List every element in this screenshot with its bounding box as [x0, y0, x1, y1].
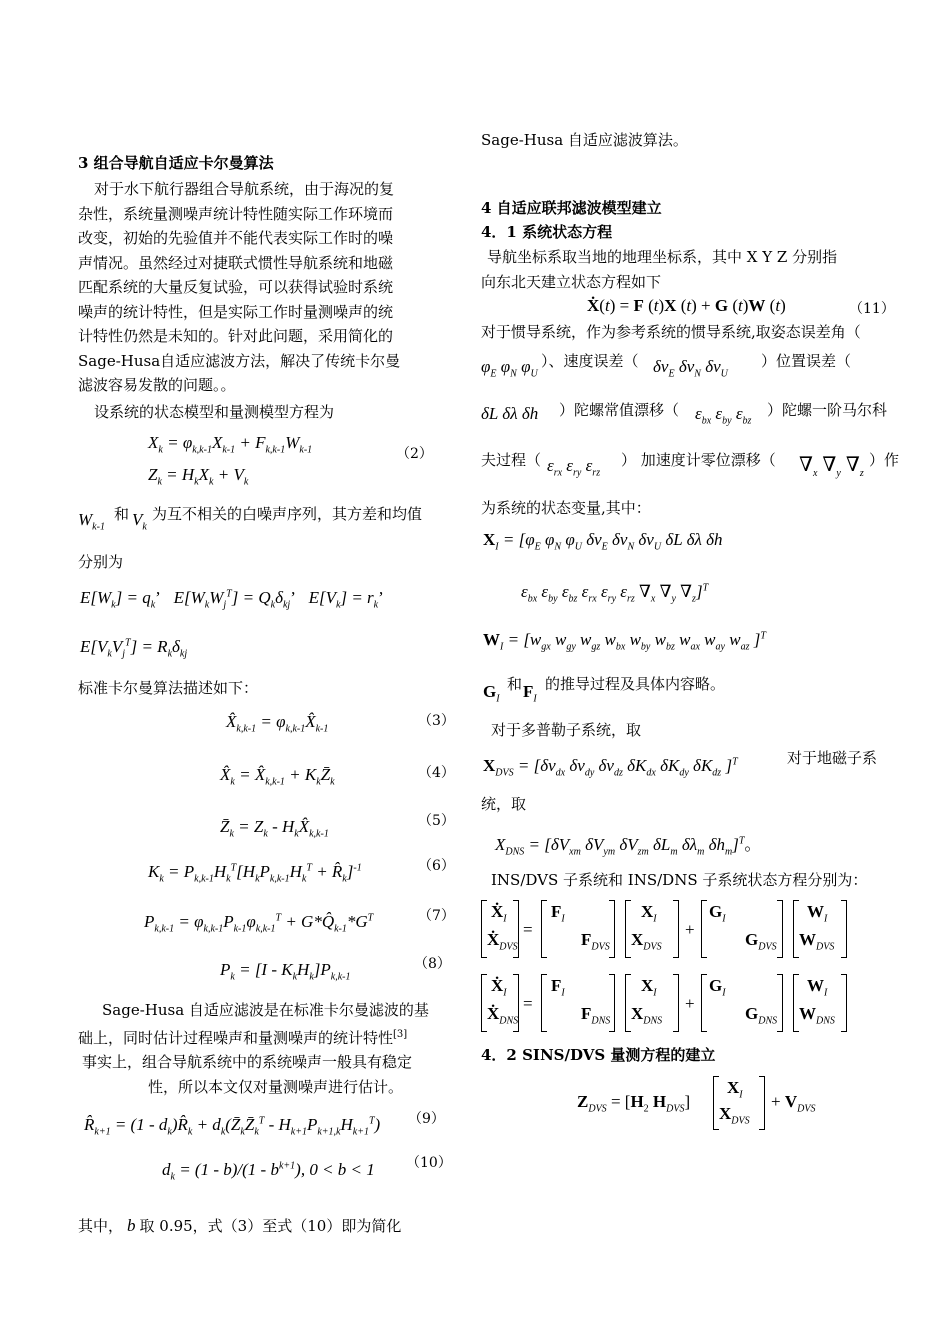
equation-number: （11）: [849, 301, 895, 317]
text-line: 的推导过程及具体内容略。: [545, 675, 726, 693]
citation-ref[interactable]: [3]: [393, 1028, 408, 1040]
text-line: 分别为: [78, 553, 124, 571]
matrix-entry: $W_I$: [807, 976, 828, 999]
symbol-g: $G_I$: [483, 682, 500, 705]
matrix-entry: $F_I$: [551, 902, 565, 925]
text-and: 和: [114, 505, 130, 523]
equation-rhs: + $V_{DVS}$: [771, 1092, 816, 1115]
matrix-entry: $G_{DVS}$: [745, 930, 777, 953]
text-line: 性，所以本文仅对量测噪声进行估计。: [148, 1077, 404, 1096]
equation-number: （4）: [418, 765, 455, 781]
equation-9: $R̂_{k+1} = (1$ - $d_k)R̂_k$ + $d_k(Z̄_kZ̄_k^T - H_{k+1}P_{k+1,k}H_{k+1}^T)$: [84, 1115, 381, 1138]
equation-3: $X̂_{k,k-1}$ = $\varphi_{k,k-1}X̂_{k-1}$: [226, 712, 329, 735]
text-line: 对于惯导系统，作为参考系统的惯导系统,取姿态误差角（: [481, 323, 861, 341]
matrix-entry: Ẋ$_{DNS}$: [487, 1004, 519, 1027]
section-4-title: 4 自适应联邦滤波模型建立: [481, 199, 662, 217]
symbol-f: $F_I$: [523, 682, 537, 705]
paragraph-doppler: 对于多普勒子系统，取: [491, 721, 642, 739]
equation-number: （9）: [408, 1111, 445, 1127]
equation-2-line2: $Z_k = H_kX_k + V_k$: [148, 465, 249, 488]
section-4-1-title: 4．1 系统状态方程: [481, 223, 613, 241]
symbol-gyro-markov: $\varepsilon_{rx}$ $\varepsilon_{ry}$ $\varepsilon_{rz}$: [547, 456, 601, 479]
matrix-entry: $F_I$: [551, 976, 565, 999]
text-line: Sage-Husa自适应滤波方法，解决了传统卡尔曼: [78, 351, 401, 370]
equation-6: $K_k = P_{k,k-1}H_k^T[H_kP_{k,k-1}H_k^T$ + $R̂_k]^{-1}$: [148, 862, 362, 885]
section-3-title: 3 组合导航自适应卡尔曼算法: [78, 154, 274, 172]
text-line: 导航坐标系取当地的地理坐标系，其中 X Y Z 分别指: [487, 248, 838, 266]
matrix-entry: $X_I$: [641, 902, 657, 925]
paragraph-subsystems: INS/DVS 子系统和 INS/DNS 子系统状态方程分别为：: [491, 871, 868, 889]
equals-sign: =: [523, 994, 533, 1013]
text-line: ）位置误差（: [761, 352, 852, 370]
text-line: 础上，同时估计过程噪声和量测噪声的统计特性[3]: [78, 1028, 408, 1047]
matrix-entry: $X_{DNS}$: [631, 1004, 663, 1027]
matrix-entry: $G_I$: [709, 902, 726, 925]
text-line: 为互不相关的白噪声序列，其方差和均值: [152, 505, 423, 523]
text-line: 声情况。虽然经过对捷联式惯性导航系统和地磁: [78, 253, 394, 272]
section-4-2-title: 4．2 SINS/DVS 量测方程的建立: [481, 1046, 716, 1064]
text-line: 匹配系统的大量反复试验，可以获得试验时系统: [78, 278, 394, 296]
matrix-entry: Ẋ$_I$: [491, 976, 507, 999]
symbol-v: $V_k$: [132, 510, 147, 533]
equation-lhs: $Z_{DVS} = [H_2$ $H_{DVS}$]: [577, 1092, 691, 1115]
matrix-entry: $W_I$: [807, 902, 828, 925]
symbol-attitude-error: $\varphi_E$ $\varphi_N$ $\varphi_U$: [481, 357, 538, 380]
equation-5: $Z̄_k = Z_k$ - $H_kX̂_{k,k-1}$: [220, 817, 329, 840]
paragraph-model: 设系统的状态模型和量测模型方程为: [94, 403, 335, 421]
text-line: 事实上，组合导航系统中的系统噪声一般具有稳定: [82, 1053, 413, 1071]
matrix-entry: $G_I$: [709, 976, 726, 999]
paragraph-intro: [78, 177, 400, 398]
equation-number: （5）: [418, 813, 455, 829]
equation-noise-stats-2: $E[V_kV_j^T] = R_k\delta_{kj}$: [80, 637, 188, 660]
matrix-entry: $W_{DNS}$: [799, 1004, 835, 1027]
paragraph-final: 其中， b 取 0.95，式（3）至式（10）即为简化: [78, 1216, 402, 1235]
equation-noise-stats-1: $E[W_k] = q_k$’ $E[W_kW_j^T] = Q_k\delta_{kj}$’ $E[V_k] = r_k$’: [80, 588, 384, 611]
text-line: 对于水下航行器组合导航系统，由于海况的复: [94, 180, 395, 198]
text-line: 向东北天建立状态方程如下: [481, 272, 662, 291]
text-and: 和: [507, 675, 523, 693]
text-line: 改变，初始的先验值并不能代表实际工作时的噪: [78, 229, 394, 247]
text-line: ）陀螺一阶马尔科: [767, 401, 888, 419]
equation-number: （6）: [418, 858, 455, 874]
text-line: 滤波容易发散的问题。。: [78, 376, 236, 394]
matrix-entry: $G_{DNS}$: [745, 1004, 778, 1027]
equation-number: （10）: [406, 1155, 452, 1171]
text-line: ） 加速度计零位漂移（: [621, 451, 776, 469]
equation-2-line1: $X_k = \varphi_{k,k-1}X_{k-1} + F_{k,k-1}W_{k-1}$: [148, 433, 313, 456]
text-line: 统，取: [481, 795, 527, 813]
text-line: Sage-Husa 自适应滤波算法。: [481, 131, 688, 149]
text-line: 为系统的状态变量,其中：: [481, 499, 651, 517]
equation-dns-vector: $X_{DNS} = [\delta V_{xm}$ $\delta V_{ym}$ $\delta V_{zm}$ $\delta L_m$ $\delta\lambda_m$ $\delta h_m]^T$。: [495, 835, 762, 858]
matrix-entry: Ẋ$_{DVS}$: [487, 930, 518, 953]
paragraph-kalman: 标准卡尔曼算法描述如下：: [78, 679, 259, 697]
equation-state-vector-2: $\varepsilon_{bx}$ $\varepsilon_{by}$ $\varepsilon_{bz}$ $\varepsilon_{rx}$ $\varepsilon_{ry}$ $\varepsilon_{rz}$ $\nabla_x$ $\nabla_y$ $\nabla_z]^T$: [521, 582, 709, 605]
equation-number: （2）: [396, 446, 433, 462]
text-line: 对于地磁子系: [787, 749, 878, 767]
text-line: ）陀螺常值漂移（: [559, 401, 680, 419]
matrix-entry: $X_I$: [727, 1078, 743, 1101]
symbol-accel-bias: $\nabla_x$ $\nabla_y$ $\nabla_z$: [799, 454, 864, 479]
equation-dvs-vector: $X_{DVS} = [\delta v_{dx}$ $\delta v_{dy}$ $\delta v_{dz}$ $\delta K_{dx}$ $\delta K_{dy}$ $\delta K_{dz}$ ]$^T$: [483, 756, 738, 779]
equation-11: Ẋ(t) = F (t)X (t) + G (t)W (t): [587, 296, 786, 315]
text-line: 杂性，系统量测噪声统计特性随实际工作环境而: [78, 204, 394, 223]
symbol-velocity-error: $\delta v_E$ $\delta v_N$ $\delta v_U$: [653, 357, 728, 380]
symbol-w: $W_{k-1}$: [78, 510, 105, 533]
matrix-entry: $X_{DVS}$: [719, 1104, 750, 1127]
text-line: 噪声的统计特性，但是实际工作时量测噪声的统: [78, 302, 394, 321]
text-line: ）、速度误差（: [541, 352, 639, 370]
paragraph-sage-husa: [78, 998, 429, 1099]
equation-state-vector-1: $X_I = [\varphi_E$ $\varphi_N$ $\varphi_U$ $\delta v_E$ $\delta v_N$ $\delta v_U$ δL δλ δh: [483, 530, 723, 553]
text-line: ）作: [869, 451, 900, 469]
equation-8: $P_k = [I - K_kH_k]P_{k,k-1}$: [220, 960, 351, 983]
symbol-position-error: δL δλ δh: [481, 404, 539, 423]
matrix-entry: $X_{DVS}$: [631, 930, 662, 953]
equation-number: （8）: [414, 956, 451, 972]
equation-7: $P_{k,k-1} = \varphi_{k,k-1}P_{k-1}\varphi_{k,k-1}^T$ + $G*Q̂_{k-1}*G^T$: [144, 912, 374, 935]
equation-4: $X̂_k$ = $X̂_{k,k-1}$ + $K_kZ̄_k$: [220, 765, 335, 788]
text-line: Sage-Husa 自适应滤波是在标准卡尔曼滤波的基: [102, 1001, 429, 1019]
equation-number: （7）: [418, 908, 455, 924]
equation-10: $d_k = (1 - b)/(1 - b^{k+1})$, 0 < b < 1: [162, 1160, 375, 1183]
matrix-entry: $F_{DVS}$: [581, 930, 610, 953]
equals-sign: =: [523, 920, 533, 939]
equation-noise-vector: $W_I = [w_{gx}$ $w_{gy}$ $w_{gz}$ $w_{bx}$ $w_{by}$ $w_{bz}$ $w_{ax}$ $w_{ay}$ $w_{az}$ ]$^T$: [483, 630, 766, 653]
equation-number: （3）: [418, 713, 455, 729]
paragraph-coordinates: [481, 245, 837, 294]
plus-sign: +: [685, 920, 695, 939]
matrix-entry: $W_{DVS}$: [799, 930, 835, 953]
matrix-entry: $X_I$: [641, 976, 657, 999]
matrix-entry: $F_{DNS}$: [581, 1004, 611, 1027]
text-line: 计特性仍然是未知的。针对此问题，采用简化的: [78, 327, 394, 345]
text-line: 夫过程（: [481, 451, 542, 469]
plus-sign: +: [685, 994, 695, 1013]
symbol-gyro-bias: $\varepsilon_{bx}$ $\varepsilon_{by}$ $\varepsilon_{bz}$: [695, 404, 752, 427]
matrix-entry: Ẋ$_I$: [491, 902, 507, 925]
